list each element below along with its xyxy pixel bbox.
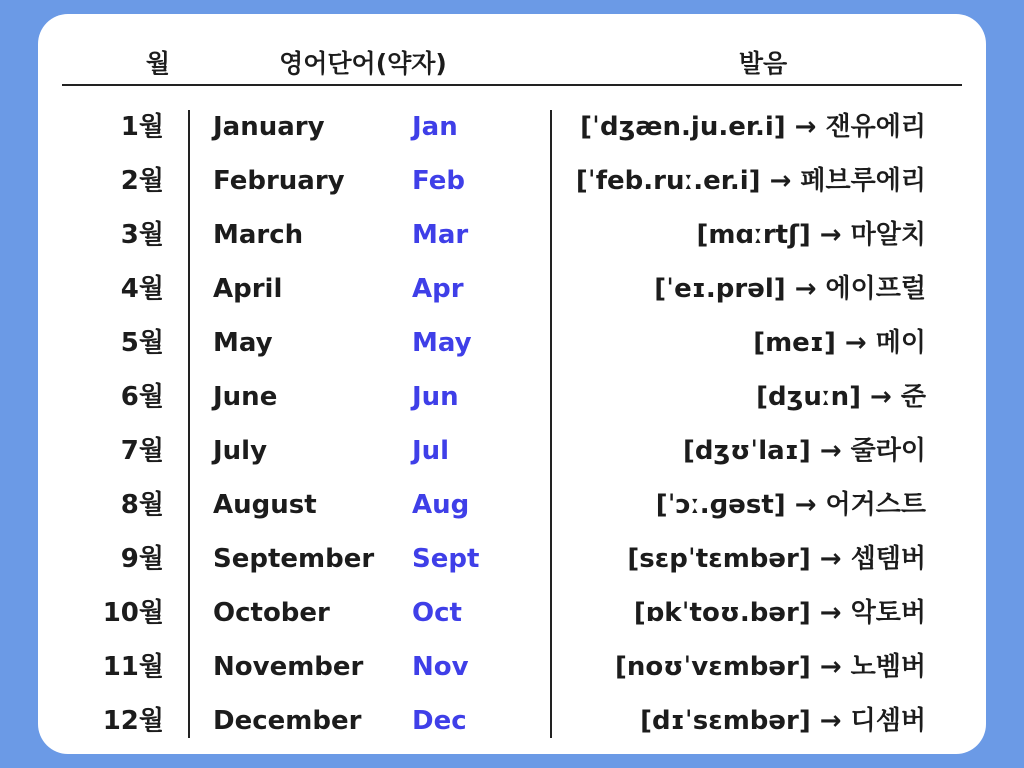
table-row — [38, 640, 986, 694]
pronunciation-cell: [ˈfeb.ruː.er.i] → 페브루에리 — [575, 166, 926, 196]
word-cell: June — [213, 382, 278, 412]
abbreviation-cell: Jan — [412, 112, 458, 142]
pronunciation-cell: [ˈdʒæn.ju.er.i] → 잰유에리 — [580, 112, 926, 142]
table-row — [38, 694, 986, 748]
word-cell: October — [213, 598, 330, 628]
month-cell: 7월 — [120, 436, 164, 466]
word-cell: July — [213, 436, 268, 466]
table-row — [38, 100, 986, 154]
table-row — [38, 586, 986, 640]
month-cell: 9월 — [120, 544, 164, 574]
pronunciation-cell: [noʊˈvɛmbər] → 노벰버 — [615, 652, 926, 682]
abbreviation-cell: Jul — [412, 436, 450, 466]
month-table-card — [38, 14, 986, 754]
abbreviation-cell: Jun — [412, 382, 459, 412]
pronunciation-cell: [meɪ] → 메이 — [753, 328, 926, 358]
table-row — [38, 262, 986, 316]
word-cell: December — [213, 706, 362, 736]
table-row — [38, 424, 986, 478]
pronunciation-cell: [sɛpˈtɛmbər] → 셉템버 — [627, 544, 926, 574]
month-cell: 8월 — [120, 490, 164, 520]
abbreviation-cell: Feb — [412, 166, 465, 196]
word-cell: March — [213, 220, 304, 250]
month-cell: 3월 — [120, 220, 164, 250]
table-row — [38, 370, 986, 424]
word-cell: May — [213, 328, 273, 358]
month-cell: 5월 — [120, 328, 164, 358]
word-cell: January — [213, 112, 325, 142]
month-cell: 1월 — [120, 112, 164, 142]
pronunciation-cell: [mɑːrtʃ] → 마알치 — [696, 220, 926, 250]
abbreviation-cell: Aug — [412, 490, 470, 520]
pronunciation-cell: [dɪˈsɛmbər] → 디셈버 — [640, 706, 926, 736]
table-row — [38, 478, 986, 532]
table-row — [38, 532, 986, 586]
pronunciation-cell: [dʒuːn] → 준 — [756, 382, 926, 412]
header-word: 영어단어(약자) — [279, 49, 447, 78]
header-pronunciation: 발음 — [738, 49, 788, 78]
pronunciation-cell: [ɒkˈtoʊ.bər] → 악토버 — [633, 598, 926, 628]
month-rows — [38, 100, 986, 748]
abbreviation-cell: May — [412, 328, 472, 358]
abbreviation-cell: Dec — [412, 706, 467, 736]
pronunciation-cell: [dʒʊˈlaɪ] → 줄라이 — [683, 436, 926, 466]
pronunciation-cell: [ˈeɪ.prəl] → 에이프럴 — [654, 274, 926, 304]
word-cell: February — [213, 166, 345, 196]
month-cell: 6월 — [120, 382, 164, 412]
month-cell: 2월 — [120, 166, 164, 196]
abbreviation-cell: Oct — [412, 598, 462, 628]
abbreviation-cell: Apr — [412, 274, 464, 304]
word-cell: April — [213, 274, 283, 304]
table-row — [38, 316, 986, 370]
month-cell: 4월 — [120, 274, 164, 304]
header-month: 월 — [145, 49, 171, 78]
header-divider — [62, 84, 962, 86]
abbreviation-cell: Mar — [412, 220, 469, 250]
table-row — [38, 208, 986, 262]
month-cell: 12월 — [102, 706, 164, 736]
month-cell: 11월 — [102, 652, 164, 682]
table-row — [38, 154, 986, 208]
pronunciation-cell: [ˈɔː.ɡəst] → 어거스트 — [655, 490, 926, 520]
word-cell: August — [213, 490, 317, 520]
abbreviation-cell: Nov — [412, 652, 469, 682]
month-cell: 10월 — [102, 598, 164, 628]
word-cell: November — [213, 652, 364, 682]
word-cell: September — [213, 544, 375, 574]
abbreviation-cell: Sept — [412, 544, 480, 574]
